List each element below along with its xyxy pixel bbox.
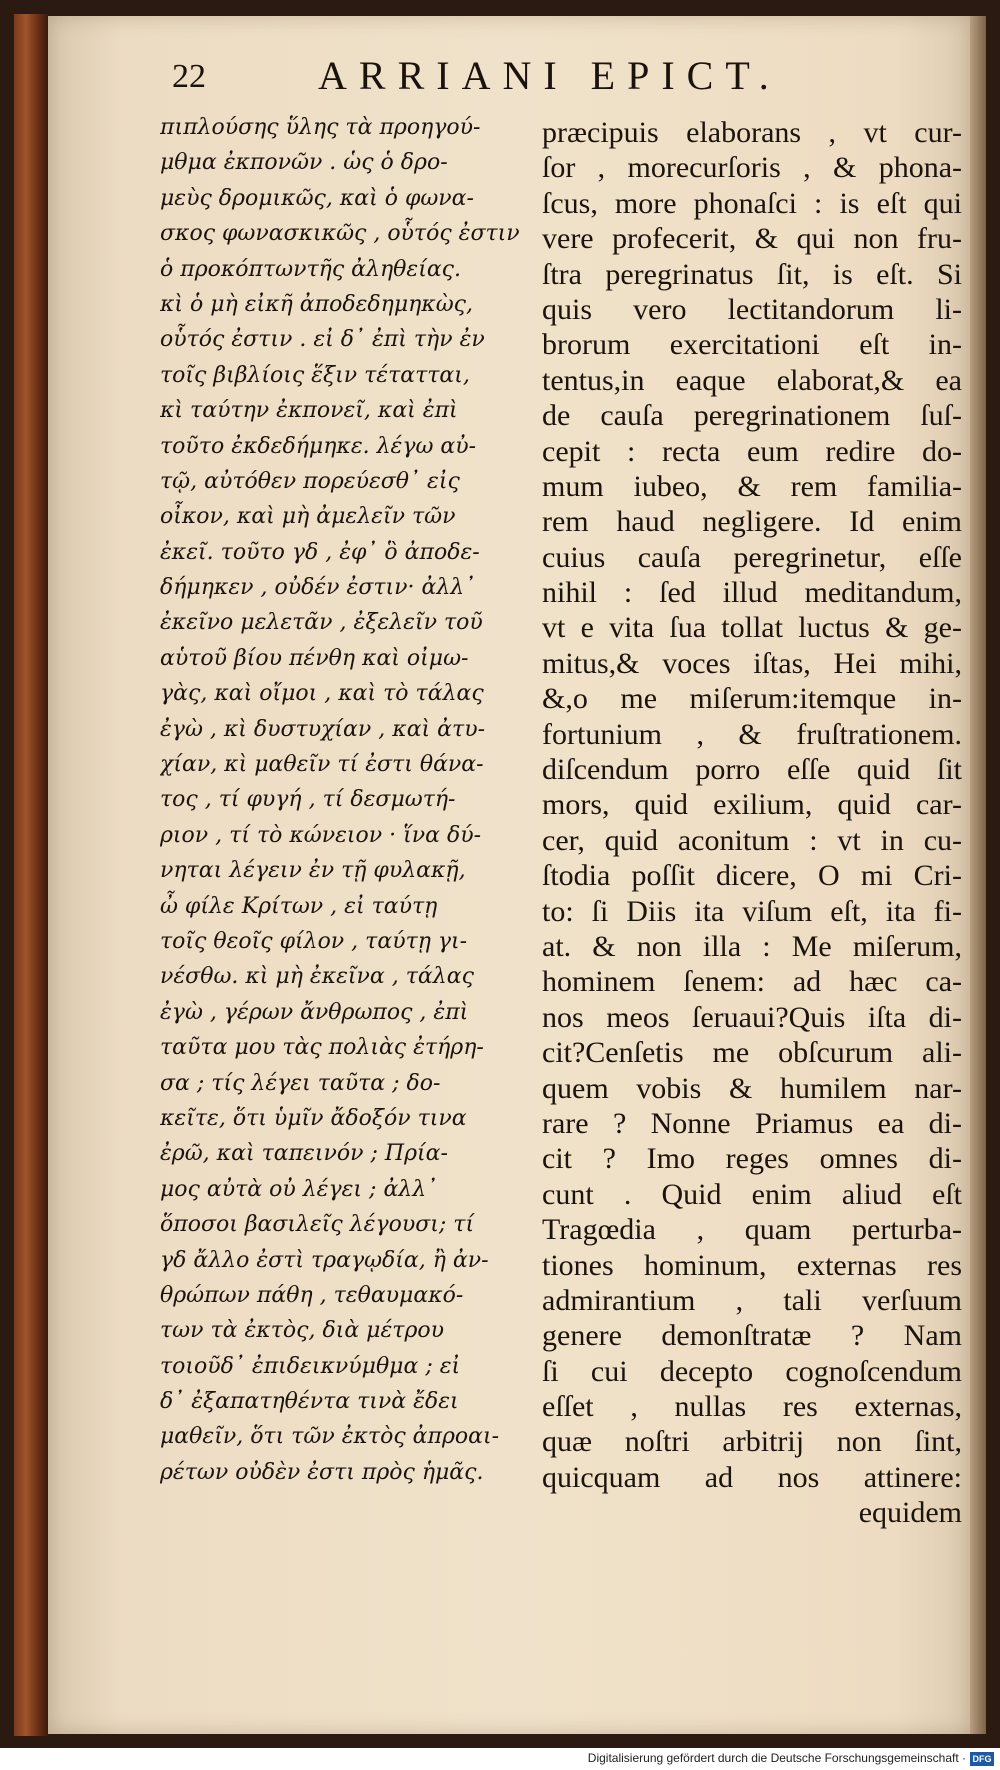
greek-text-line: δ᾽ ἐξαπατηθέντα τινὰ ἔδει (160, 1389, 459, 1415)
greek-text-line: αὑτοῦ βίου πένθη καὶ οἰμω- (160, 645, 469, 671)
latin-text-line: genere demonſtratæ ? Nam (542, 1319, 962, 1353)
latin-text-line: quem vobis & humilem nar- (542, 1071, 962, 1105)
footer-credit: Digitalisierung gefördert durch die Deutsche Forschungsgemeinschaft · (587, 1751, 966, 1765)
latin-text-line: quæ noſtri arbitrij non ſint, (542, 1425, 962, 1459)
latin-text-line: mors, quid exilium, quid car- (542, 788, 962, 822)
latin-text-line: equidem (858, 1496, 962, 1530)
latin-text-line: cepit : recta eum redire do- (542, 434, 962, 468)
latin-text-line: at. & non illa : Me miſerum, (542, 929, 962, 963)
latin-text-line: vt e vita ſua tollat luctus & ge- (542, 611, 962, 645)
latin-text-line: cit?Cenſetis me obſcurum ali- (542, 1036, 962, 1070)
latin-text-line: cit ? Imo reges omnes di- (542, 1142, 962, 1176)
latin-text-line: brorum exercitationi eſt in- (542, 328, 962, 362)
latin-text-line: ſor , morecurſoris , & phona- (542, 151, 962, 185)
running-title: ARRIANI EPICT. (318, 53, 781, 98)
greek-text-line: ὁ προκόπτωντῆς ἀληθείας. (160, 256, 461, 282)
greek-text-line: ἐκεῖ. τοῦτο γδ , ἐφ᾽ ὃ ἀποδε- (160, 539, 480, 565)
latin-text-line: vere profecerit, & qui non fru- (542, 222, 962, 256)
greek-text-line: τῷ, αὐτόθεν πορεύεσθ᾽ εἰς (160, 468, 460, 494)
latin-text-column (542, 115, 962, 1531)
dfg-logo-icon: DFG (970, 1752, 994, 1766)
latin-text-line: ſcus, more phonaſci : is eſt qui (542, 186, 962, 220)
greek-text-line: τος , τί φυγή , τί δεσμωτή- (160, 787, 456, 813)
greek-text-line: των τὰ ἐκτὸς, διὰ μέτρου (160, 1318, 445, 1344)
greek-text-line: σκος φωνασκικῶς , οὗτός ἐστιν (160, 221, 520, 247)
latin-text-line: hominem ſenem: ad hæc ca- (542, 965, 962, 999)
latin-text-line: admirantium , tali verſuum (542, 1283, 962, 1317)
latin-text-line: cuius cauſa peregrinetur, eſſe (542, 540, 962, 574)
latin-text-line: ſtra peregrinatus ſit, is eſt. Si (542, 257, 962, 291)
latin-text-line: nihil : ſed illud meditandum, (542, 576, 962, 610)
latin-text-line: fortunium , & fruſtrationem. (542, 717, 962, 751)
greek-text-line: γὰς, καὶ οἴμοι , καὶ τὸ τάλας (160, 681, 484, 707)
greek-text-line: οὗτός ἐστιν . εἰ δ᾽ ἐπὶ τὴν ἐν (160, 327, 485, 353)
greek-text-line: ταῦτα μου τὰς πολιὰς ἐτήρη- (160, 1035, 484, 1061)
greek-text-line: οἶκον, καὶ μὴ ἀμελεῖν τῶν (160, 504, 456, 530)
page-fore-edge (970, 16, 986, 1734)
greek-text-line: τοιοῦδ᾽ ἐπιδεικνύμθμα ; εἰ (160, 1353, 461, 1379)
greek-text-line: ὦ φίλε Κρίτων , εἰ ταύτῃ (160, 893, 438, 919)
greek-text-line: νηται λέγειν ἐν τῇ φυλακῇ, (160, 858, 466, 884)
greek-text-line: νέσθω. κὶ μὴ ἐκεῖνα , τάλας (160, 964, 474, 990)
greek-text-line: μεὺς δρομικῶς, καὶ ὁ φωνα- (160, 185, 474, 211)
greek-text-line: θρώπων πάθη , τεθαυμακό- (160, 1282, 464, 1308)
latin-text-line: cunt . Quid enim aliud eſt (542, 1177, 962, 1211)
latin-text-line: to: ſi Diis ita viſum eſt, ita fi- (542, 894, 962, 928)
latin-text-line: tentus,in eaque elaborat,& ea (542, 363, 962, 397)
greek-text-line: κὶ ὁ μὴ εἰκῆ ἀποδεδημηκὼς, (160, 291, 473, 317)
book-spine-edge (14, 14, 48, 1736)
page-number: 22 (172, 58, 206, 95)
greek-text-line: ἐγὼ , γέρων ἄνθρωπος , ἐπὶ (160, 999, 469, 1025)
latin-text-line: nos meos ſeruaui?Quis iſta di- (542, 1000, 962, 1034)
latin-text-line: ſtodia poſſit dicere, O mi Cri- (542, 859, 962, 893)
latin-text-line: diſcendum porro eſſe quid ſit (542, 753, 962, 787)
latin-text-line: cer, quid aconitum : vt in cu- (542, 823, 962, 857)
latin-text-line: quicquam ad nos attinere: (542, 1460, 962, 1494)
greek-text-line: μος αὐτὰ οὐ λέγει ; ἀλλ᾽ (160, 1176, 438, 1202)
greek-text-line: κεῖτε, ὅτι ὑμῖν ἄδοξόν τινα (160, 1105, 467, 1131)
latin-text-line: quis vero lectitandorum li- (542, 292, 962, 326)
greek-text-line: τοῖς θεοῖς φίλον , ταύτῃ γι- (160, 928, 468, 954)
greek-text-line: ριον , τί τὸ κώνειον · ἵνα δύ- (160, 822, 482, 848)
greek-text-line: ρέτων οὐδὲν ἐστι πρὸς ἡμᾶς. (160, 1459, 484, 1485)
latin-text-line: &,o me miſerum:itemque in- (542, 682, 962, 716)
latin-text-line: ſi cui decepto cognoſcendum (542, 1354, 962, 1388)
greek-text-line: δήμηκεν , οὐδέν ἐστιν· ἀλλ᾽ (160, 575, 476, 601)
greek-text-line: χίαν, κὶ μαθεῖν τί ἐστι θάνα- (160, 752, 484, 778)
greek-text-line: τοῖς βιβλίοις ἕξιν τέτατται, (160, 362, 470, 388)
greek-text-line: ἐκεῖνο μελετᾶν , ἐξελεῖν τοῦ (160, 610, 483, 636)
greek-text-line: κὶ ταύτην ἐκπονεῖ, καὶ ἐπὶ (160, 398, 458, 424)
greek-text-line: πιπλούσης ὕλης τὰ προηγού- (160, 115, 481, 140)
latin-text-line: mitus,& voces iſtas, Hei mihi, (542, 646, 962, 680)
latin-text-line: rem haud negligere. Id enim (542, 505, 962, 539)
greek-text-line: ἐγὼ , κὶ δυστυχίαν , καὶ ἀτυ- (160, 716, 486, 742)
greek-text-line: γδ ἄλλο ἐστὶ τραγῳδία, ἢ ἀν- (160, 1247, 489, 1273)
digitization-footer (0, 1748, 1000, 1770)
latin-text-line: mum iubeo, & rem familia- (542, 469, 962, 503)
latin-text-line: præcipuis elaborans , vt cur- (542, 116, 962, 149)
latin-text-line: rare ? Nonne Priamus ea di- (542, 1106, 962, 1140)
latin-text-line: tiones hominum, externas res (542, 1248, 962, 1282)
greek-text-line: ὅποσοι βασιλεῖς λέγουσι; τί (160, 1212, 475, 1238)
greek-text-line: τοῦτο ἐκδεδήμηκε. λέγω αὐ- (160, 433, 477, 459)
greek-text-column (160, 110, 530, 1490)
latin-text-line: eſſet , nullas res externas, (542, 1390, 962, 1424)
greek-text-line: μαθεῖν, ὅτι τῶν ἐκτὸς ἀπροαι- (160, 1424, 500, 1450)
greek-text-line: μθμα ἐκπονῶν . ὡς ὁ δρο- (160, 150, 448, 176)
greek-text-line: σα ; τίς λέγει ταῦτα ; δο- (160, 1070, 441, 1096)
latin-text-line: de cauſa peregrinationem ſuſ- (542, 399, 962, 433)
latin-text-line: Tragœdia , quam perturba- (542, 1213, 962, 1247)
greek-text-line: ἐρῶ, καὶ ταπεινόν ; Πρία- (160, 1141, 448, 1167)
